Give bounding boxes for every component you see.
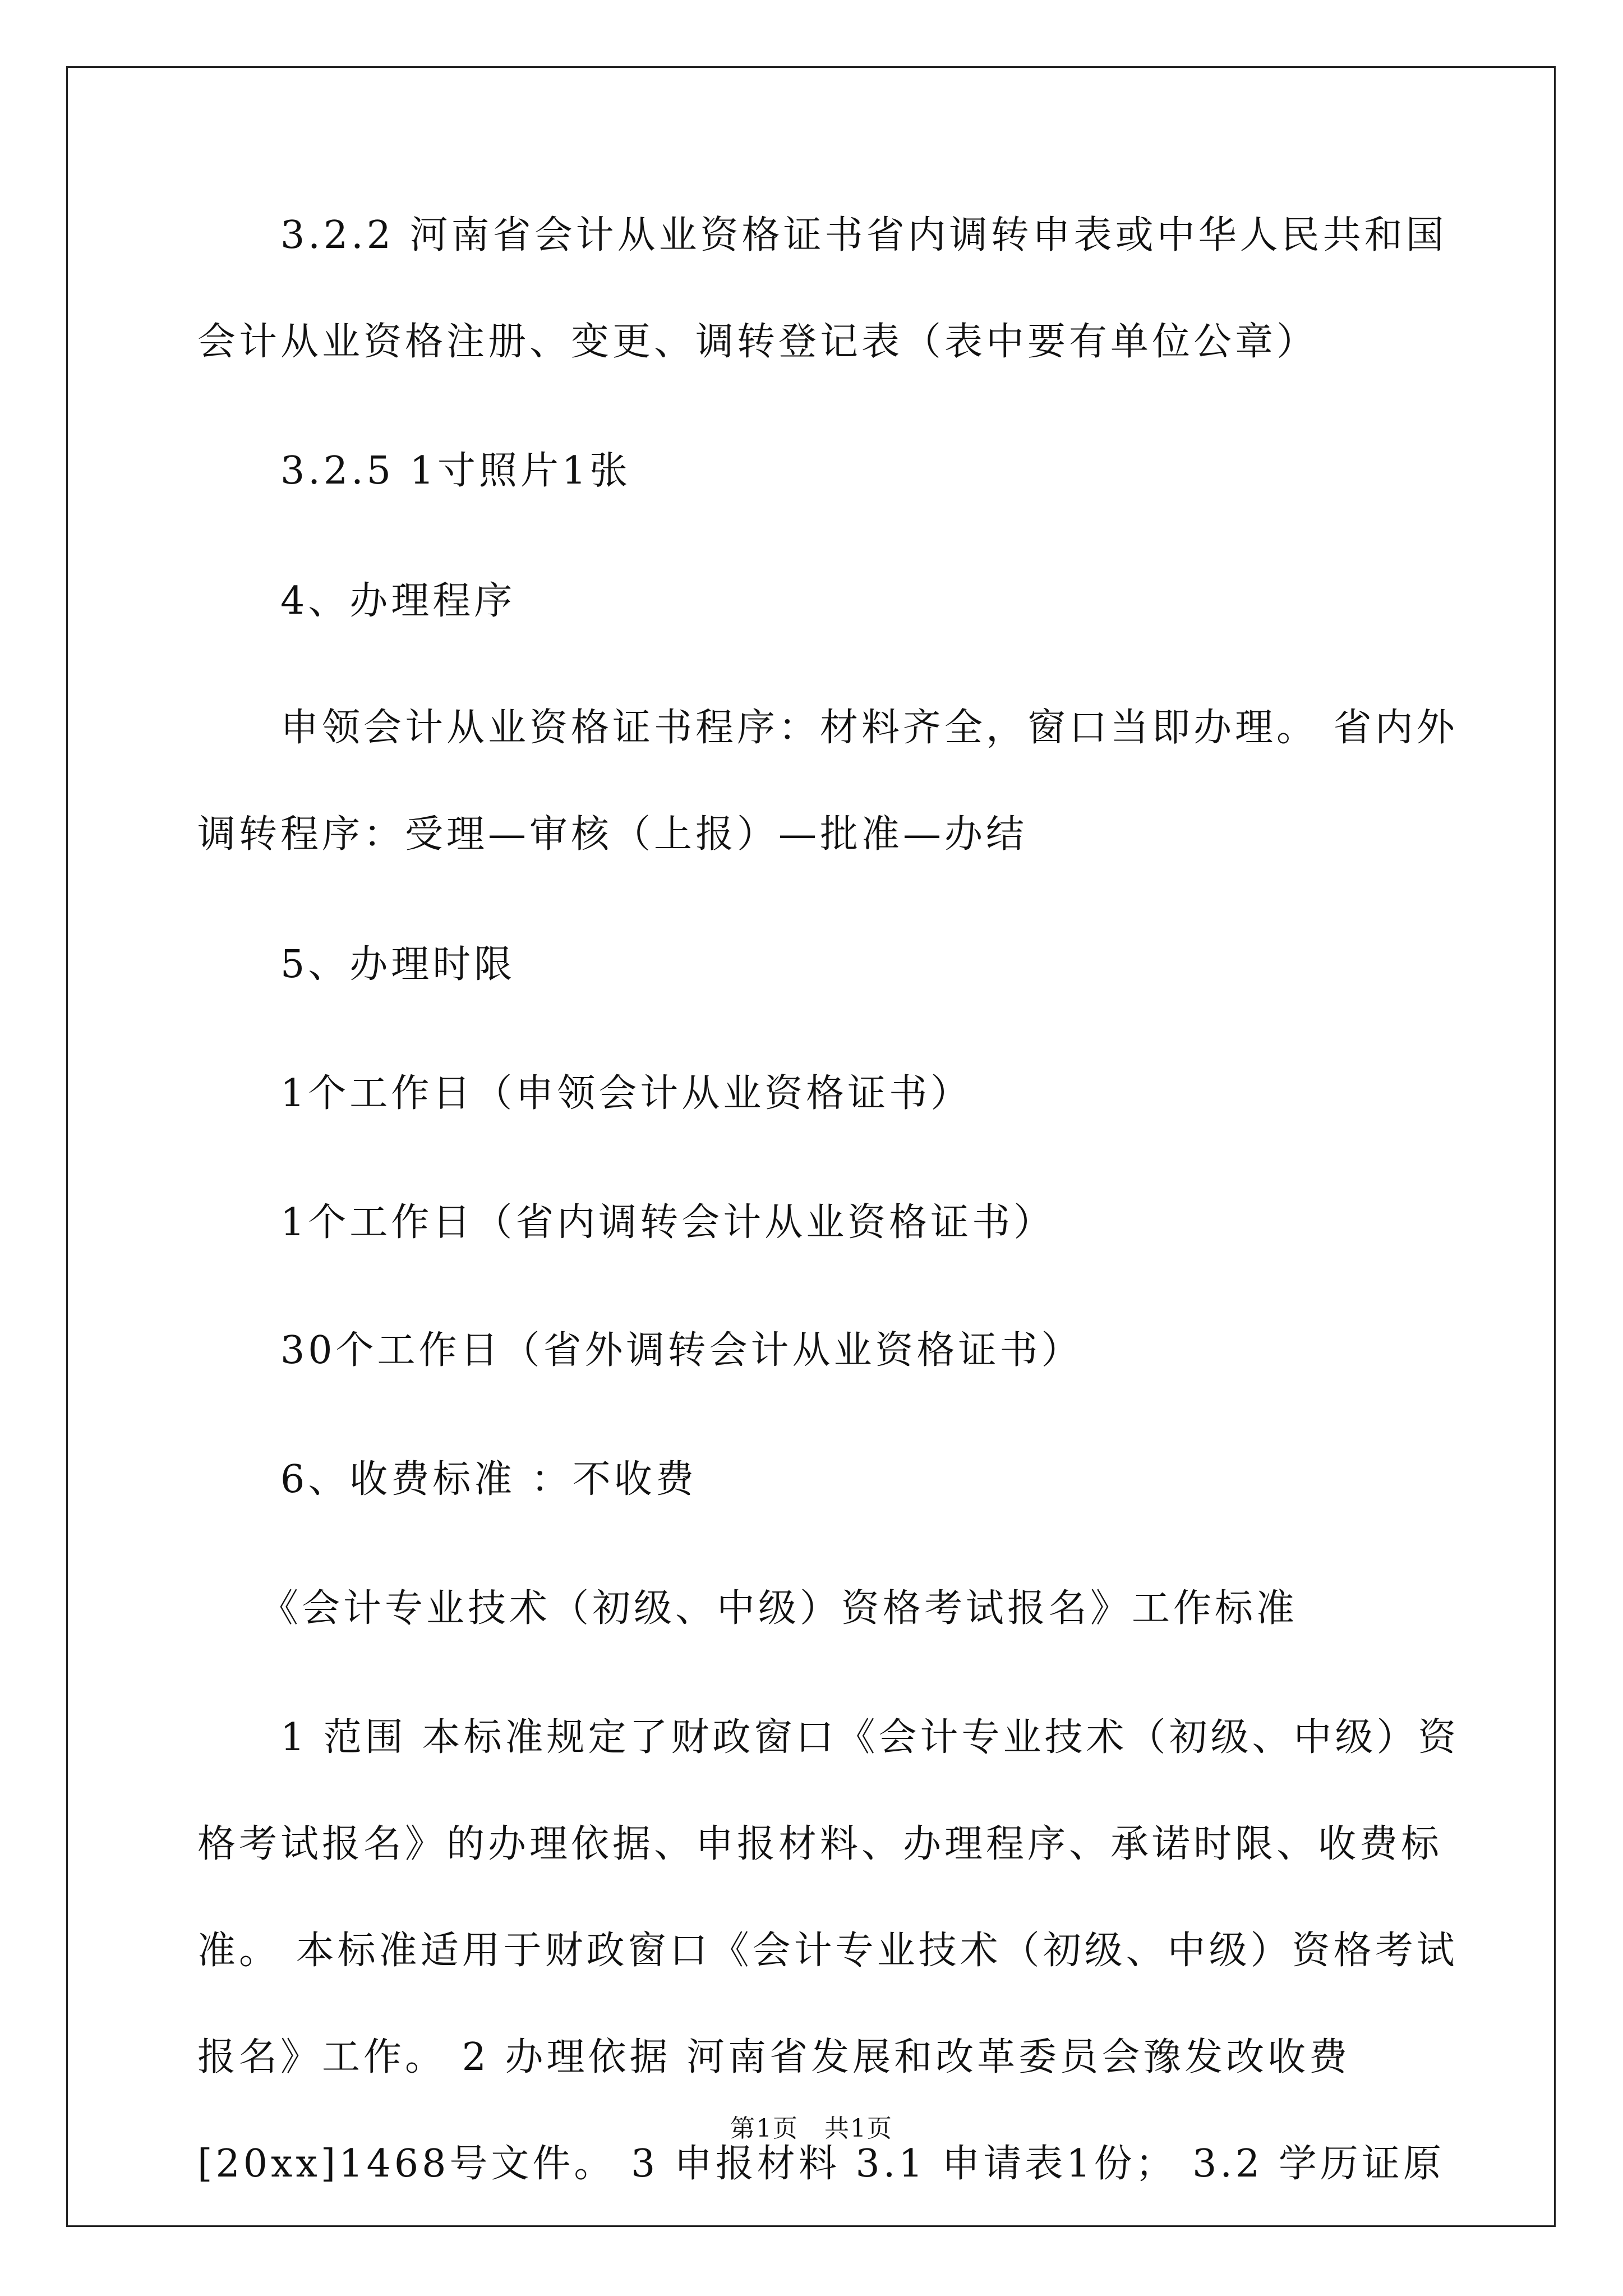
text-line-17: [20xx]1468号文件。 3 申报材料 3.1 申请表1份； 3.2 学历证原 bbox=[197, 2142, 1445, 2186]
section-heading-4: 4、办理程序 bbox=[280, 579, 516, 623]
text-line-10: 30个工作日（省外调转会计从业资格证书） bbox=[280, 1328, 1083, 1373]
text-line-3: 3.2.5 1寸照片1张 bbox=[280, 449, 631, 493]
text-line-9: 1个工作日（省内调转会计从业资格证书） bbox=[280, 1200, 1055, 1245]
text-line-15: 准。 本标准适用于财政窗口《会计专业技术（初级、中级）资格考试 bbox=[197, 1929, 1458, 1973]
text-line-6: 调转程序：受理—审核（上报）—批准—办结 bbox=[197, 812, 1028, 857]
text-line-1: 3.2.2 河南省会计从业资格证书省内调转申表或中华人民共和国 bbox=[280, 213, 1447, 257]
document-subtitle: 《会计专业技术（初级、中级）资格考试报名》工作标准 bbox=[260, 1586, 1298, 1631]
section-heading-6: 6、收费标准 ：不收费 bbox=[280, 1457, 697, 1502]
text-line-8: 1个工作日（申领会计从业资格证书） bbox=[280, 1071, 972, 1116]
page-footer: 第1页 共1页 bbox=[730, 2114, 893, 2143]
text-line-2: 会计从业资格注册、变更、调转登记表（表中要有单位公章） bbox=[197, 320, 1318, 364]
text-line-5: 申领会计从业资格证书程序：材料齐全，窗口当即办理。 省内外 bbox=[280, 706, 1458, 750]
section-heading-5: 5、办理时限 bbox=[280, 942, 516, 987]
text-line-13: 1 范围 本标准规定了财政窗口《会计专业技术（初级、中级）资 bbox=[280, 1715, 1460, 1760]
page-border bbox=[66, 66, 1556, 2227]
text-line-14: 格考试报名》的办理依据、申报材料、办理程序、承诺时限、收费标 bbox=[197, 1822, 1443, 1866]
text-line-16: 报名》工作。 2 办理依据 河南省发展和改革委员会豫发改收费 bbox=[197, 2035, 1351, 2079]
